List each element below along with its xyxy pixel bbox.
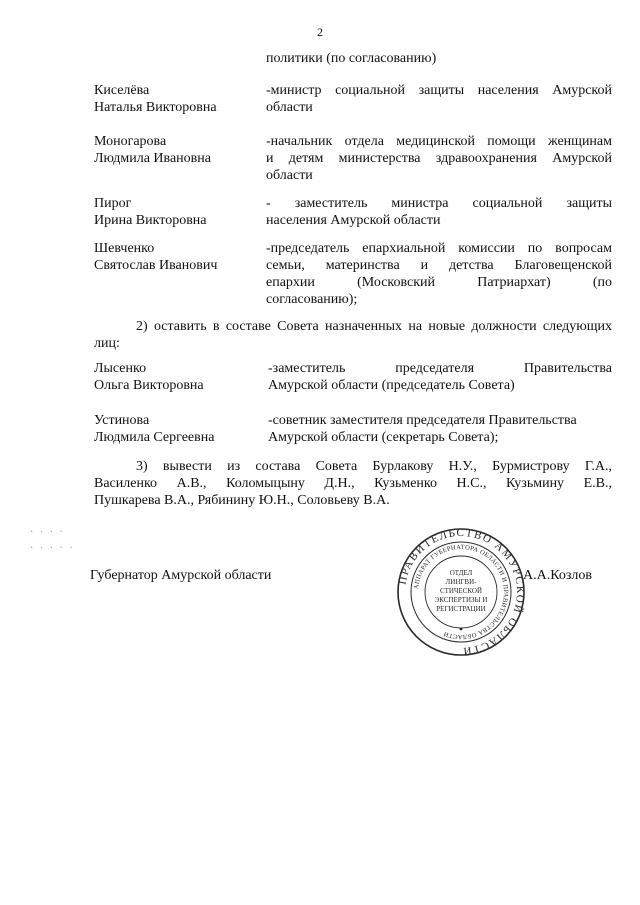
member-role: -начальник отдела медицинской помощи женщинам и детям министерства здравоохранения Амурской области [266,134,612,183]
member-surname: Шевченко [94,241,155,256]
svg-text:ПРАВИТЕЛЬСТВО АМУРСКОЙ ОБЛАСТИ: ПРАВИТЕЛЬСТВО АМУРСКОЙ ОБЛАСТИ [396,527,526,657]
signature-name: А.А.Козлов [523,568,592,583]
member-surname: Моногарова [94,134,167,149]
member-role: -председатель епархиальной комиссии по вопросам семьи, материнства и детства Благовещенской епархии (Московский Патриархат) (по согласованию); [266,241,612,307]
paragraph-item-3: 3) вывести из состава Совета Бурлакову Н.У., Бурмистрову Г.А., Василенко А.В., Коломыцыну Д.Н., Кузьменко Н.С., Кузьмину Е.В., Пушкарева В.А., Рябинину Ю.Н., Соловьеву В.А. [94,459,612,508]
svg-text:АППАРАТ ГУБЕРНАТОРА ОБЛАСТИ И: АППАРАТ ГУБЕРНАТОРА ОБЛАСТИ И ПРАВИТЕЛЬСТВА ОБЛАСТИ [413,543,510,641]
member-role: -советник заместителя председателя Правительства Амурской области (секретарь Совета); [268,413,577,445]
svg-text:РЕГИСТРАЦИИ: РЕГИСТРАЦИИ [436,605,486,613]
scan-noise: · · · · [30,527,65,538]
scan-noise: · · · · · [30,543,75,554]
member-surname: Пирог [94,196,132,211]
member-surname: Лысенко [94,361,147,376]
continuation-line: политики (по согласованию) [266,51,437,66]
svg-text:ЭКСПЕРТИЗЫ И: ЭКСПЕРТИЗЫ И [434,596,488,604]
member-given-name: Святослав Иванович [94,258,218,273]
official-seal [396,527,526,657]
member-role: -министр социальной защиты населения Амурской области [266,83,612,115]
member-given-name: Ирина Викторовна [94,213,207,228]
paragraph-item-2: 2) оставить в составе Совета назначенных на новые должности следующих лиц: [94,319,612,351]
svg-text:ОТДЕЛ: ОТДЕЛ [449,569,473,577]
signature-position: Губернатор Амурской области [90,568,272,583]
member-given-name: Людмила Ивановна [94,151,211,166]
svg-text:ЛИНГВИ-: ЛИНГВИ- [445,578,477,586]
member-given-name: Ольга Викторовна [94,378,204,393]
page-number: 2 [317,25,323,39]
member-given-name: Наталья Викторовна [94,100,217,115]
member-role: - заместитель министра социальной защиты населения Амурской области [266,196,612,228]
member-surname: Киселёва [94,83,150,98]
member-surname: Устинова [94,413,150,428]
svg-text:СТИЧЕСКОЙ: СТИЧЕСКОЙ [439,587,483,595]
member-role: -заместитель председателя Правительства Амурской области (председатель Совета) [268,361,612,393]
member-given-name: Людмила Сергеевна [94,430,215,445]
